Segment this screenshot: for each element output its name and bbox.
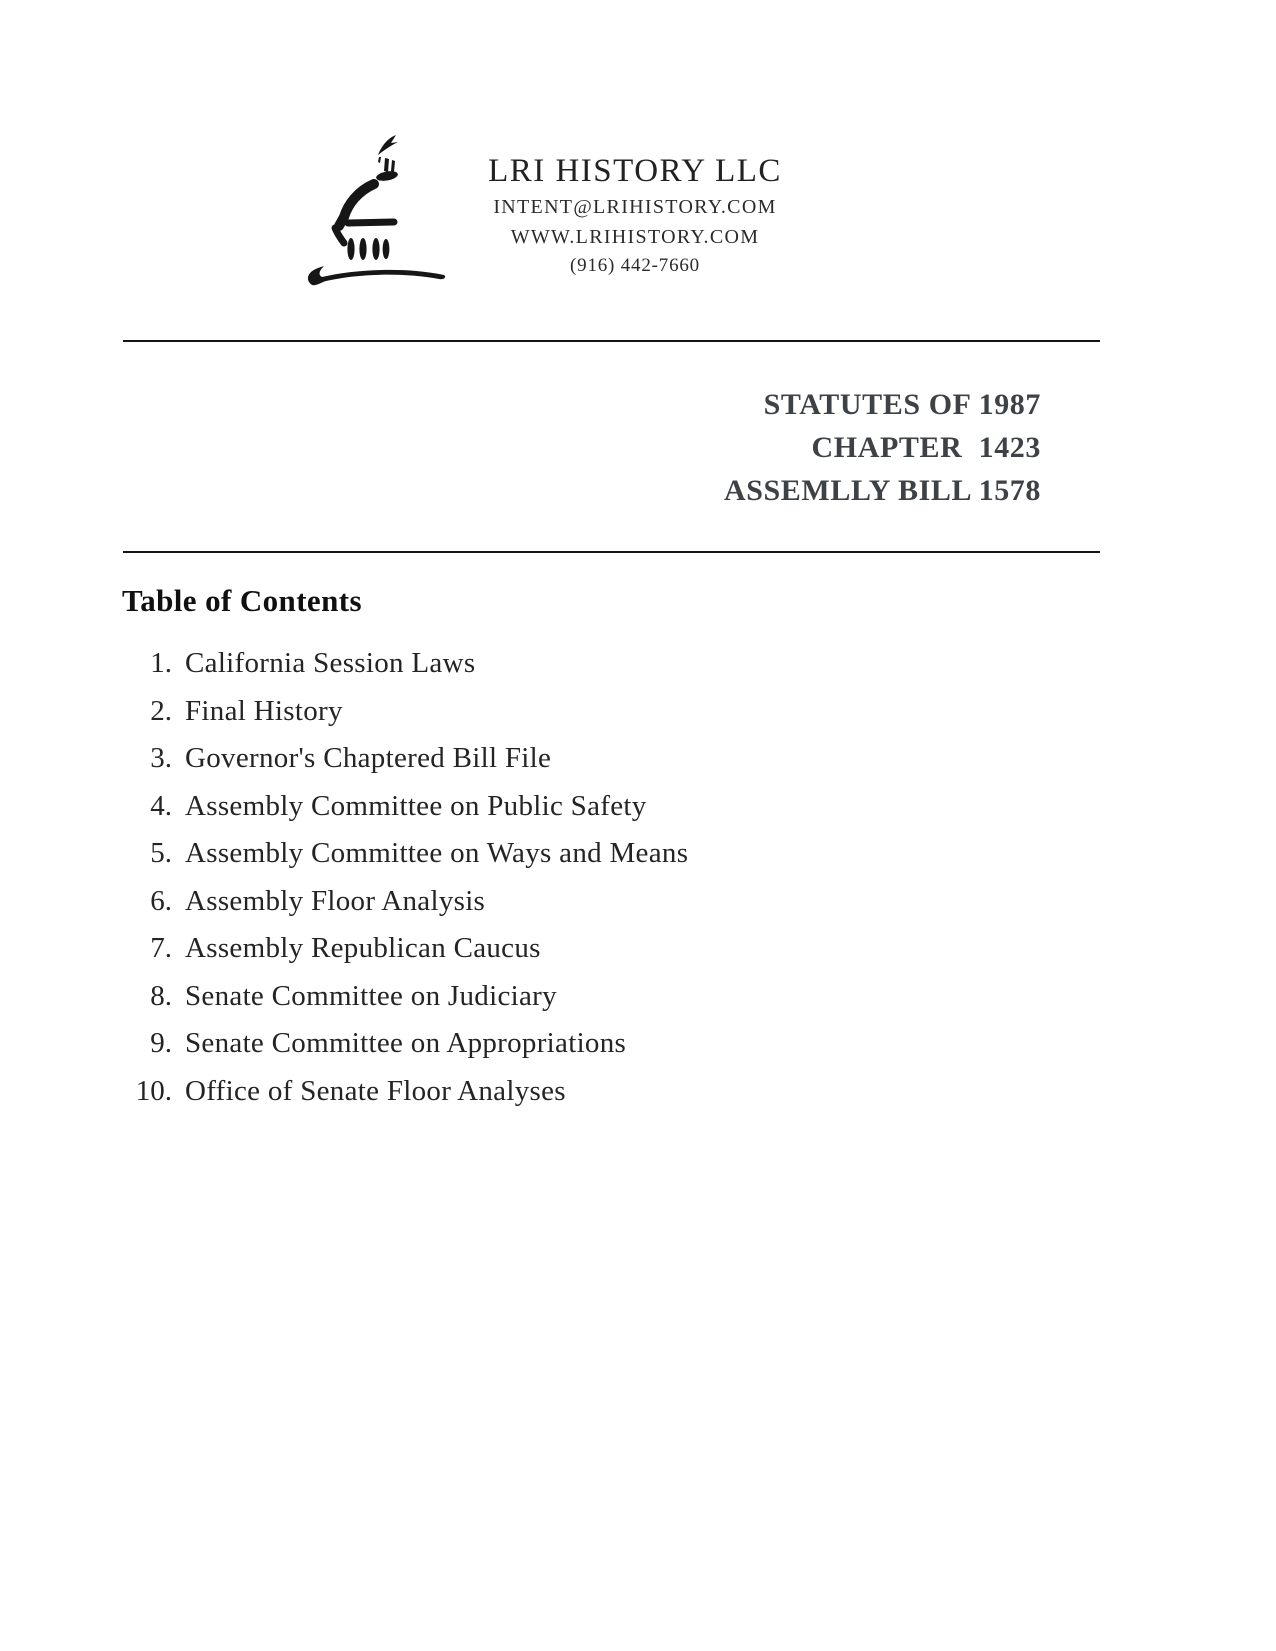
toc-item-number: 8. [150,979,172,1012]
toc-item-number: 1. [150,647,172,679]
toc-item [120,981,1020,1011]
horizontal-rule-bottom [123,551,1100,553]
toc-item [120,791,1020,821]
horizontal-rule-top [123,340,1100,342]
toc-item [120,696,1020,726]
toc-item-label: Senate Committee on Judiciary [185,979,557,1012]
toc-item-label: Assembly Republican Caucus [185,932,541,964]
capitol-dome-logo-icon [290,126,458,294]
toc-item [120,1076,1020,1106]
chapter-line: CHAPTER 1423 [811,431,1041,464]
statutes-line: STATUTES OF 1987 [763,388,1041,421]
toc-item [120,648,1020,678]
toc-item-number: 7. [150,932,172,964]
toc-item [120,743,1020,773]
toc-item-label: California Session Laws [185,647,476,679]
assembly-bill-line: ASSEMLLY BILL 1578 [723,474,1041,507]
toc-item-number: 9. [150,1027,172,1059]
toc-item [120,886,1020,916]
toc-item [120,933,1020,963]
toc-item-number: 10. [135,1074,172,1107]
company-name: LRI HISTORY LLC [488,153,782,189]
company-website: WWW.LRIHISTORY.COM [510,226,760,248]
toc-item-number: 6. [150,884,172,917]
toc-item-number: 2. [150,694,172,727]
company-email: INTENT@LRIHISTORY.COM [493,196,777,218]
toc-item-label: Assembly Committee on Public Safety [185,789,647,822]
toc-item-label: Assembly Floor Analysis [185,884,486,917]
toc-item-label: Governor's Chaptered Bill File [185,742,552,774]
toc-item-label: Senate Committee on Appropriations [185,1027,627,1059]
toc-item-number: 3. [150,742,172,774]
toc-item [120,838,1020,868]
toc-list [120,648,1020,1123]
toc-item-label: Office of Senate Floor Analyses [185,1074,566,1107]
letterhead [435,150,835,280]
toc-item-label: Assembly Committee on Ways and Means [185,837,689,869]
toc-item-label: Final History [185,694,343,727]
company-phone: (916) 442-7660 [570,255,700,276]
case-heading [0,383,1041,512]
toc-title: Table of Contents [122,583,362,618]
toc-item [120,1028,1020,1058]
toc-item-number: 5. [150,837,172,869]
toc-item-number: 4. [150,789,172,822]
